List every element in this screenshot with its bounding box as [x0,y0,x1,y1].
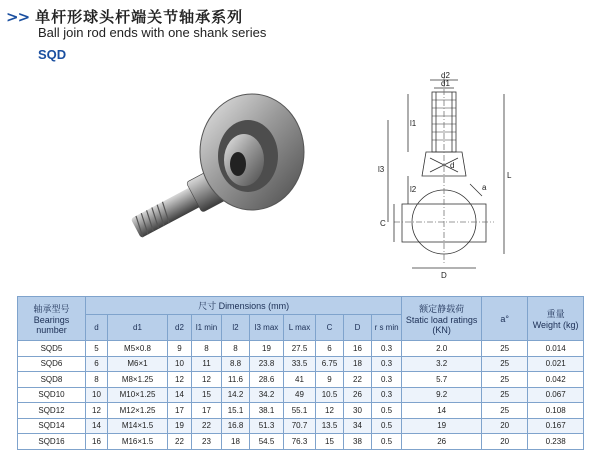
cell-d: 5 [86,341,108,357]
cell-d2: 12 [168,372,192,388]
cell-D: 30 [344,403,372,419]
cell-d1: M12×1.25 [108,403,168,419]
cell-angle: 25 [482,387,528,403]
cell-load: 5.7 [402,372,482,388]
dim-label-d1: d1 [441,79,450,88]
cell-l3: 19 [250,341,284,357]
cell-d2: 19 [168,418,192,434]
cell-l1: 12 [192,372,222,388]
cell-model: SQD6 [18,356,86,372]
cell-rs: 0.3 [372,341,402,357]
dim-label-d2: d2 [441,72,450,80]
subheader-d: d [86,315,108,341]
cell-L: 49 [284,387,316,403]
dim-label-l1: l1 [410,119,417,128]
cell-C: 6.75 [316,356,344,372]
dim-label-l3: l3 [378,165,385,174]
header-model-cn: 轴承型号 [33,304,70,314]
cell-weight: 0.021 [528,356,584,372]
header-model-en: Bearings number [33,315,70,335]
cell-rs: 0.5 [372,403,402,419]
cell-l1: 22 [192,418,222,434]
cell-weight: 0.014 [528,341,584,357]
cell-L: 27.5 [284,341,316,357]
table-row [18,387,584,403]
cell-l3: 34.2 [250,387,284,403]
cell-load: 2.0 [402,341,482,357]
cell-l2: 11.6 [222,372,250,388]
cell-D: 18 [344,356,372,372]
cell-weight: 0.067 [528,387,584,403]
cell-load: 14 [402,403,482,419]
cell-l2: 15.1 [222,403,250,419]
cell-l3: 28.6 [250,372,284,388]
dim-label-C: C [380,219,386,228]
cell-L: 33.5 [284,356,316,372]
subheader-C: C [316,315,344,341]
cell-l3: 23.8 [250,356,284,372]
subheader-rs-min: r s min [372,315,402,341]
table-row [18,418,584,434]
cell-d2: 9 [168,341,192,357]
cell-rs: 0.5 [372,418,402,434]
cell-l1: 15 [192,387,222,403]
cell-d: 12 [86,403,108,419]
dim-label-d: d [450,161,455,170]
cell-angle: 25 [482,403,528,419]
double-chevron-icon: >> [6,7,30,26]
cell-rs: 0.3 [372,372,402,388]
cell-C: 10.5 [316,387,344,403]
cell-model: SQD14 [18,418,86,434]
header-load-en: Static load ratings (KN) [405,315,478,335]
cell-angle: 25 [482,356,528,372]
cell-L: 70.7 [284,418,316,434]
cell-d1: M6×1 [108,356,168,372]
table-row [18,372,584,388]
cell-d2: 10 [168,356,192,372]
cell-C: 13.5 [316,418,344,434]
cell-model: SQD8 [18,372,86,388]
header-angle: a° [482,297,528,341]
cell-angle: 25 [482,372,528,388]
cell-d: 10 [86,387,108,403]
dim-label-l2: l2 [410,185,417,194]
cell-l2: 8.8 [222,356,250,372]
subheader-L-max: L max [284,315,316,341]
cell-D: 34 [344,418,372,434]
cell-model: SQD5 [18,341,86,357]
cell-d2: 17 [168,403,192,419]
header-weight-en: Weight (kg) [532,320,579,330]
header-weight [528,297,584,341]
cell-weight: 0.167 [528,418,584,434]
cell-model: SQD12 [18,403,86,419]
cell-l3: 51.3 [250,418,284,434]
cell-load: 26 [402,434,482,450]
cell-d: 16 [86,434,108,450]
subheader-d2: d2 [168,315,192,341]
cell-l1: 23 [192,434,222,450]
subheader-l3-max: l3 max [250,315,284,341]
cell-d: 6 [86,356,108,372]
subheader-l1-min: l1 min [192,315,222,341]
cell-l3: 54.5 [250,434,284,450]
dim-label-a: a [482,183,487,192]
cell-D: 26 [344,387,372,403]
cell-d1: M5×0.8 [108,341,168,357]
cell-weight: 0.042 [528,372,584,388]
cell-angle: 25 [482,341,528,357]
cell-load: 9.2 [402,387,482,403]
subheader-D: D [344,315,372,341]
cell-d1: M10×1.25 [108,387,168,403]
cell-d2: 14 [168,387,192,403]
cell-d2: 22 [168,434,192,450]
cell-rs: 0.5 [372,434,402,450]
cell-angle: 20 [482,434,528,450]
cell-rs: 0.3 [372,356,402,372]
cell-l2: 8 [222,341,250,357]
cell-rs: 0.3 [372,387,402,403]
cell-load: 3.2 [402,356,482,372]
cell-l1: 17 [192,403,222,419]
cell-l3: 38.1 [250,403,284,419]
subheader-d1: d1 [108,315,168,341]
spec-table-body [18,341,584,450]
cell-l2: 16.8 [222,418,250,434]
cell-d1: M14×1.5 [108,418,168,434]
cell-d1: M8×1.25 [108,372,168,388]
cell-C: 9 [316,372,344,388]
subheader-l2: l2 [222,315,250,341]
product-photo [120,90,320,240]
cell-L: 76.3 [284,434,316,450]
technical-drawing [370,72,525,282]
cell-D: 16 [344,341,372,357]
table-row [18,341,584,357]
cell-d: 14 [86,418,108,434]
table-row [18,434,584,450]
header-dimensions: 尺寸 Dimensions (mm) [86,297,402,315]
cell-D: 22 [344,372,372,388]
series-code: SQD [38,47,67,62]
cell-model: SQD16 [18,434,86,450]
cell-D: 38 [344,434,372,450]
cell-C: 6 [316,341,344,357]
cell-C: 15 [316,434,344,450]
header-load-cn: 额定静载荷 [419,304,465,314]
header-model [18,297,86,341]
cell-l2: 18 [222,434,250,450]
cell-model: SQD10 [18,387,86,403]
spec-table [17,296,584,450]
title-chinese: 单杆形球头杆端关节轴承系列 [35,8,244,26]
dim-label-D: D [441,271,447,280]
page-header [6,6,406,27]
cell-L: 41 [284,372,316,388]
cell-L: 55.1 [284,403,316,419]
title-cn-row [6,6,406,27]
dim-label-L: L [507,171,512,180]
cell-d: 8 [86,372,108,388]
spec-table-container [17,296,583,454]
cell-weight: 0.108 [528,403,584,419]
cell-l2: 14.2 [222,387,250,403]
table-row [18,403,584,419]
cell-d1: M16×1.5 [108,434,168,450]
cell-C: 12 [316,403,344,419]
cell-angle: 20 [482,418,528,434]
cell-l1: 11 [192,356,222,372]
cell-load: 19 [402,418,482,434]
table-row [18,356,584,372]
header-weight-cn: 重量 [546,309,565,319]
cell-weight: 0.238 [528,434,584,450]
title-english: Ball join rod ends with one shank series [38,25,267,40]
cell-l1: 8 [192,341,222,357]
header-load [402,297,482,341]
